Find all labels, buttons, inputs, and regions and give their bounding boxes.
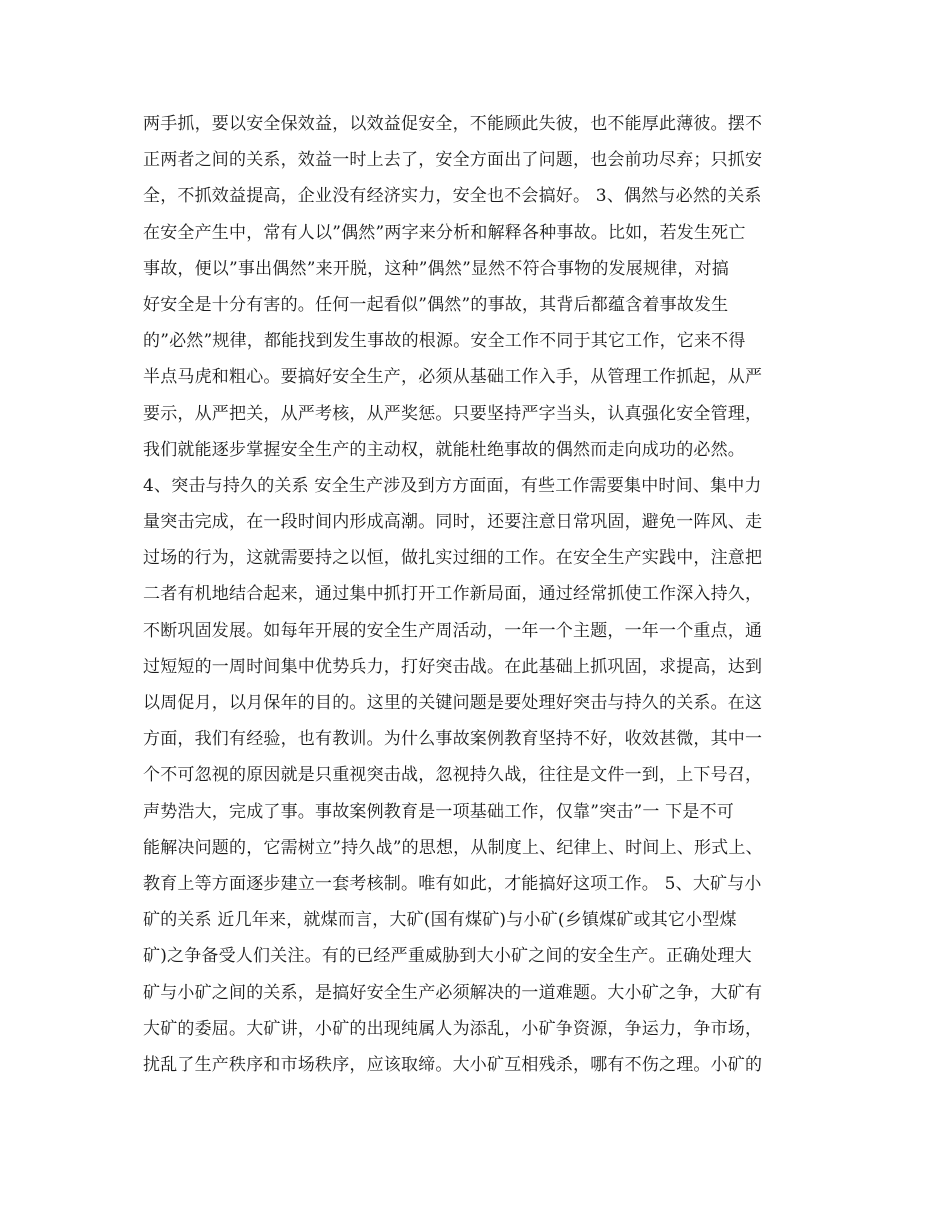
text-line: 半点马虎和粗心。要搞好安全生产，必须从基础工作入手，从管理工作抓起，从严 bbox=[143, 367, 763, 388]
text-line: 两手抓，要以安全保效益，以效益促安全，不能顾此失彼，也不能厚此薄彼。摆不 bbox=[143, 114, 763, 134]
text-line: 大矿的委屈。大矿讲，小矿的出现纯属人为添乱，小矿争资源，争运力，争市场， bbox=[143, 1018, 763, 1039]
text-line: 事故，便以”事出偶然”来开脱，这种”偶然”显然不符合事物的发展规律，对搞 bbox=[143, 258, 729, 279]
text-line: 矿的关系 近几年来，就煤而言，大矿(国有煤矿)与小矿(乡镇煤矿或其它小型煤 bbox=[143, 910, 737, 931]
text-line: 矿)之争备受人们关注。有的已经严重威胁到大小矿之间的安全生产。正确处理大 bbox=[143, 946, 752, 967]
text-line: 能解决问题的，它需树立”持久战”的思想，从制度上、纪律上、时间上、形式上、 bbox=[143, 837, 763, 858]
text-line: 好安全是十分有害的。任何一起看似”偶然”的事故，其背后都蕴含着事故发生 bbox=[143, 294, 729, 315]
text-line: 全，不抓效益提高，企业没有经济实力，安全也不会搞好。 3、偶然与必然的关系 bbox=[143, 186, 762, 207]
text-line: 声势浩大，完成了事。事故案例教育是一项基础工作，仅靠”突击”一 下是不可 bbox=[143, 801, 734, 822]
text-line: 扰乱了生产秩序和市场秩序，应该取缔。大小矿互相残杀，哪有不伤之理。小矿的 bbox=[143, 1054, 763, 1075]
text-line: 要示，从严把关，从严考核，从严奖惩。只要坚持严字当头，认真强化安全管理， bbox=[143, 403, 763, 424]
text-line: 正两者之间的关系，效益一时上去了，安全方面出了问题，也会前功尽弃；只抓安 bbox=[143, 150, 763, 171]
text-line: 方面，我们有经验，也有教训。为什么事故案例教育坚持不好，收效甚微，其中一 bbox=[143, 729, 763, 750]
body-text bbox=[143, 106, 823, 1083]
text-line: 不断巩固发展。如每年开展的安全生产周活动，一年一个主题，一年一个重点，通 bbox=[143, 620, 763, 641]
text-line: 个不可忽视的原因就是只重视突击战，忽视持久战，往往是文件一到，上下号召， bbox=[143, 765, 763, 786]
text-line: 矿与小矿之间的关系，是搞好安全生产必须解决的一道难题。大小矿之争，大矿有 bbox=[143, 982, 763, 1003]
text-line: 在安全产生中，常有人以”偶然”两字来分析和解释各种事故。比如，若发生死亡 bbox=[143, 222, 746, 243]
text-line: 教育上等方面逐步建立一套考核制。唯有如此，才能搞好这项工作。 5、大矿与小 bbox=[143, 873, 762, 894]
text-line: 以周促月，以月保年的目的。这里的关键问题是要处理好突击与持久的关系。在这 bbox=[143, 693, 763, 713]
text-line: 二者有机地结合起来，通过集中抓打开工作新局面，通过经常抓使工作深入持久， bbox=[143, 584, 763, 605]
text-line: 量突击完成，在一段时间内形成高潮。同时，还要注意日常巩固，避免一阵风、走 bbox=[143, 512, 763, 533]
text-line: 的”必然”规律，都能找到发生事故的根源。安全工作不同于其它工作，它来不得 bbox=[143, 331, 746, 352]
text-line: 过场的行为，这就需要持之以恒，做扎实过细的工作。在安全生产实践中，注意把 bbox=[143, 548, 763, 569]
text-line: 我们就能逐步掌握安全生产的主动权，就能杜绝事故的偶然而走向成功的必然。 bbox=[143, 439, 745, 460]
text-line: 4、突击与持久的关系 安全生产涉及到方方面面，有些工作需要集中时间、集中力 bbox=[143, 475, 762, 496]
text-line: 过短短的一周时间集中优势兵力，打好突击战。在此基础上抓巩固，求提高，达到 bbox=[143, 656, 763, 677]
